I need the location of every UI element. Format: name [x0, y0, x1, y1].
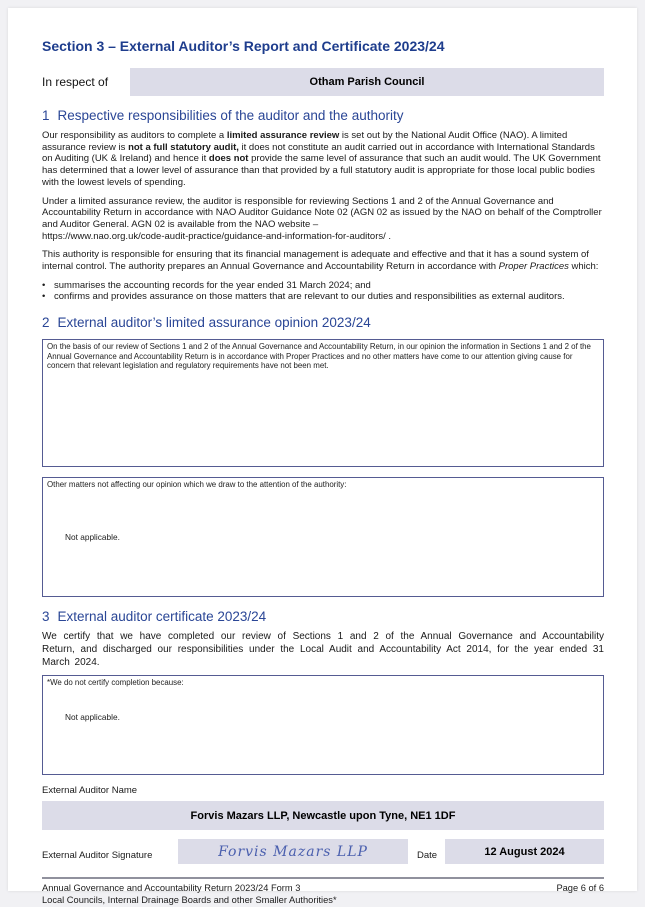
bullet-icon: •: [42, 279, 46, 291]
date-label: Date: [417, 850, 438, 862]
responsibilities-paragraph-1: [42, 130, 604, 189]
bullet-item: [42, 280, 604, 292]
section1-number: 1: [42, 108, 50, 123]
bullet-item-text: summarises the accounting records for the year ended 31 March 2024; and: [54, 279, 371, 291]
bullet-icon: •: [42, 291, 46, 303]
other-matters-box: [42, 477, 604, 597]
page-footer: [42, 883, 604, 906]
section3-heading: [42, 609, 604, 625]
nao-website-url: https://www.nao.org.uk/code-audit-practice/guidance-and-information-for-auditors/ .: [42, 230, 392, 242]
section1-heading-text: Respective responsibilities of the auditor and the authority: [57, 108, 404, 123]
para3-text: This authority is responsible for ensuring that its financial management is adequate and effective and that it has a sound system of internal control. The authority prepares an Annual Governance and Accountability Return in accordance with: [42, 249, 589, 273]
external-auditor-signature-label: External Auditor Signature: [42, 850, 153, 862]
external-auditor-name-field[interactable]: [42, 801, 604, 830]
footer-divider: [42, 877, 604, 879]
signature-row: [42, 839, 604, 864]
no-certify-label: *We do not certify completion because:: [47, 678, 184, 688]
bullet-item: [42, 291, 604, 303]
in-respect-of-row: [42, 68, 604, 96]
footer-line-2: Local Councils, Internal Drainage Boards and other Smaller Authorities*: [42, 894, 337, 905]
section2-heading-text: External auditor’s limited assurance opinion 2023/24: [57, 314, 371, 330]
section3-heading-text: External auditor certificate 2023/24: [57, 608, 267, 624]
para1-text: it does not constitute an audit carried out in accordance with International Standards on Auditing (UK & Ireland) and hence it: [42, 141, 595, 165]
section3-number: 3: [42, 608, 50, 624]
para1-text: is set out by the National Audit Office (NAO). A limited assurance review is: [42, 130, 568, 153]
para1-text: Our responsibility as auditors to complete a: [42, 130, 227, 141]
no-certify-box: [42, 675, 604, 775]
para3-text: which:: [568, 261, 599, 273]
section1-heading: [42, 108, 604, 124]
other-matters-label: Other matters not affecting our opinion which we draw to the attention of the authority:: [47, 479, 347, 489]
proper-practices-italic: Proper Practices: [498, 261, 569, 273]
assurance-opinion-text: On the basis of our review of Sections 1 and 2 of the Annual Governance and Accountability Return, in our opinion the information in Sections 1 and 2 of the Annual Governance and Accountability Return is in accordance with Proper Practices and no other matters have come to our attention giving cause for concern that relevant legislation and regulatory requirements have not been met.: [47, 341, 591, 371]
para1-bold-2: not a full statutory audit,: [128, 141, 239, 153]
authority-name-field[interactable]: [130, 68, 604, 96]
para1-text: provide the same level of assurance that such an audit would. The UK Government has determined that a lower level of assurance than that provided by a full statutory audit is appropriate for those local public bodies with the lowest levels of spending.: [42, 153, 601, 188]
external-auditor-name-value: Forvis Mazars LLP, Newcastle upon Tyne, NE1 1DF: [190, 809, 456, 822]
footer-form-info: [42, 883, 337, 906]
para1-bold-1: limited assurance review: [226, 130, 340, 141]
bullet-item-text: confirms and provides assurance on those matters that are relevant to our duties and responsibilities as external auditors.: [54, 291, 565, 303]
section2-heading: [42, 315, 604, 331]
footer-line-1: Annual Governance and Accountability Return 2023/24 Form 3: [42, 883, 301, 894]
document-page: [8, 8, 637, 905]
certificate-paragraph: We certify that we have completed our review of Sections 1 and 2 of the Annual Governance and Accountability Return, and discharged our responsibilities under the Local Audit and Accountability Act 2014, for the year ended 31 March 2024.: [42, 630, 604, 668]
date-field[interactable]: [445, 839, 604, 864]
date-value: 12 August 2024: [484, 845, 565, 858]
assurance-opinion-box: [42, 339, 604, 467]
external-auditor-signature-field[interactable]: [178, 839, 408, 864]
page-title: Section 3 – External Auditor’s Report and Certificate 2023/24: [42, 38, 445, 54]
responsibilities-bullet-list: [42, 280, 604, 303]
no-certify-value: Not applicable.: [65, 711, 120, 722]
page-number: Page 6 of 6: [556, 883, 604, 894]
responsibilities-paragraph-2: [42, 196, 604, 243]
section2-number: 2: [42, 314, 50, 330]
authority-name-value: Otham Parish Council: [309, 76, 425, 88]
in-respect-of-label: In respect of: [42, 75, 109, 89]
responsibilities-paragraph-3: [42, 249, 604, 272]
para1-bold-3: does not: [208, 153, 249, 165]
para2-text: Under a limited assurance review, the auditor is responsible for reviewing Sections 1 and 2 of the Annual Governance and Accountability Return in accordance with NAO Auditor Guidance Note 02 (AGN 02 as issued by the NAO on behalf of the Comptroller and Auditor General. AGN 02 is available from the NAO website –: [42, 195, 602, 230]
external-auditor-name-label: External Auditor Name: [42, 785, 138, 797]
signature-script: Forvis Mazars LLP: [218, 843, 368, 860]
other-matters-value: Not applicable.: [65, 531, 120, 542]
